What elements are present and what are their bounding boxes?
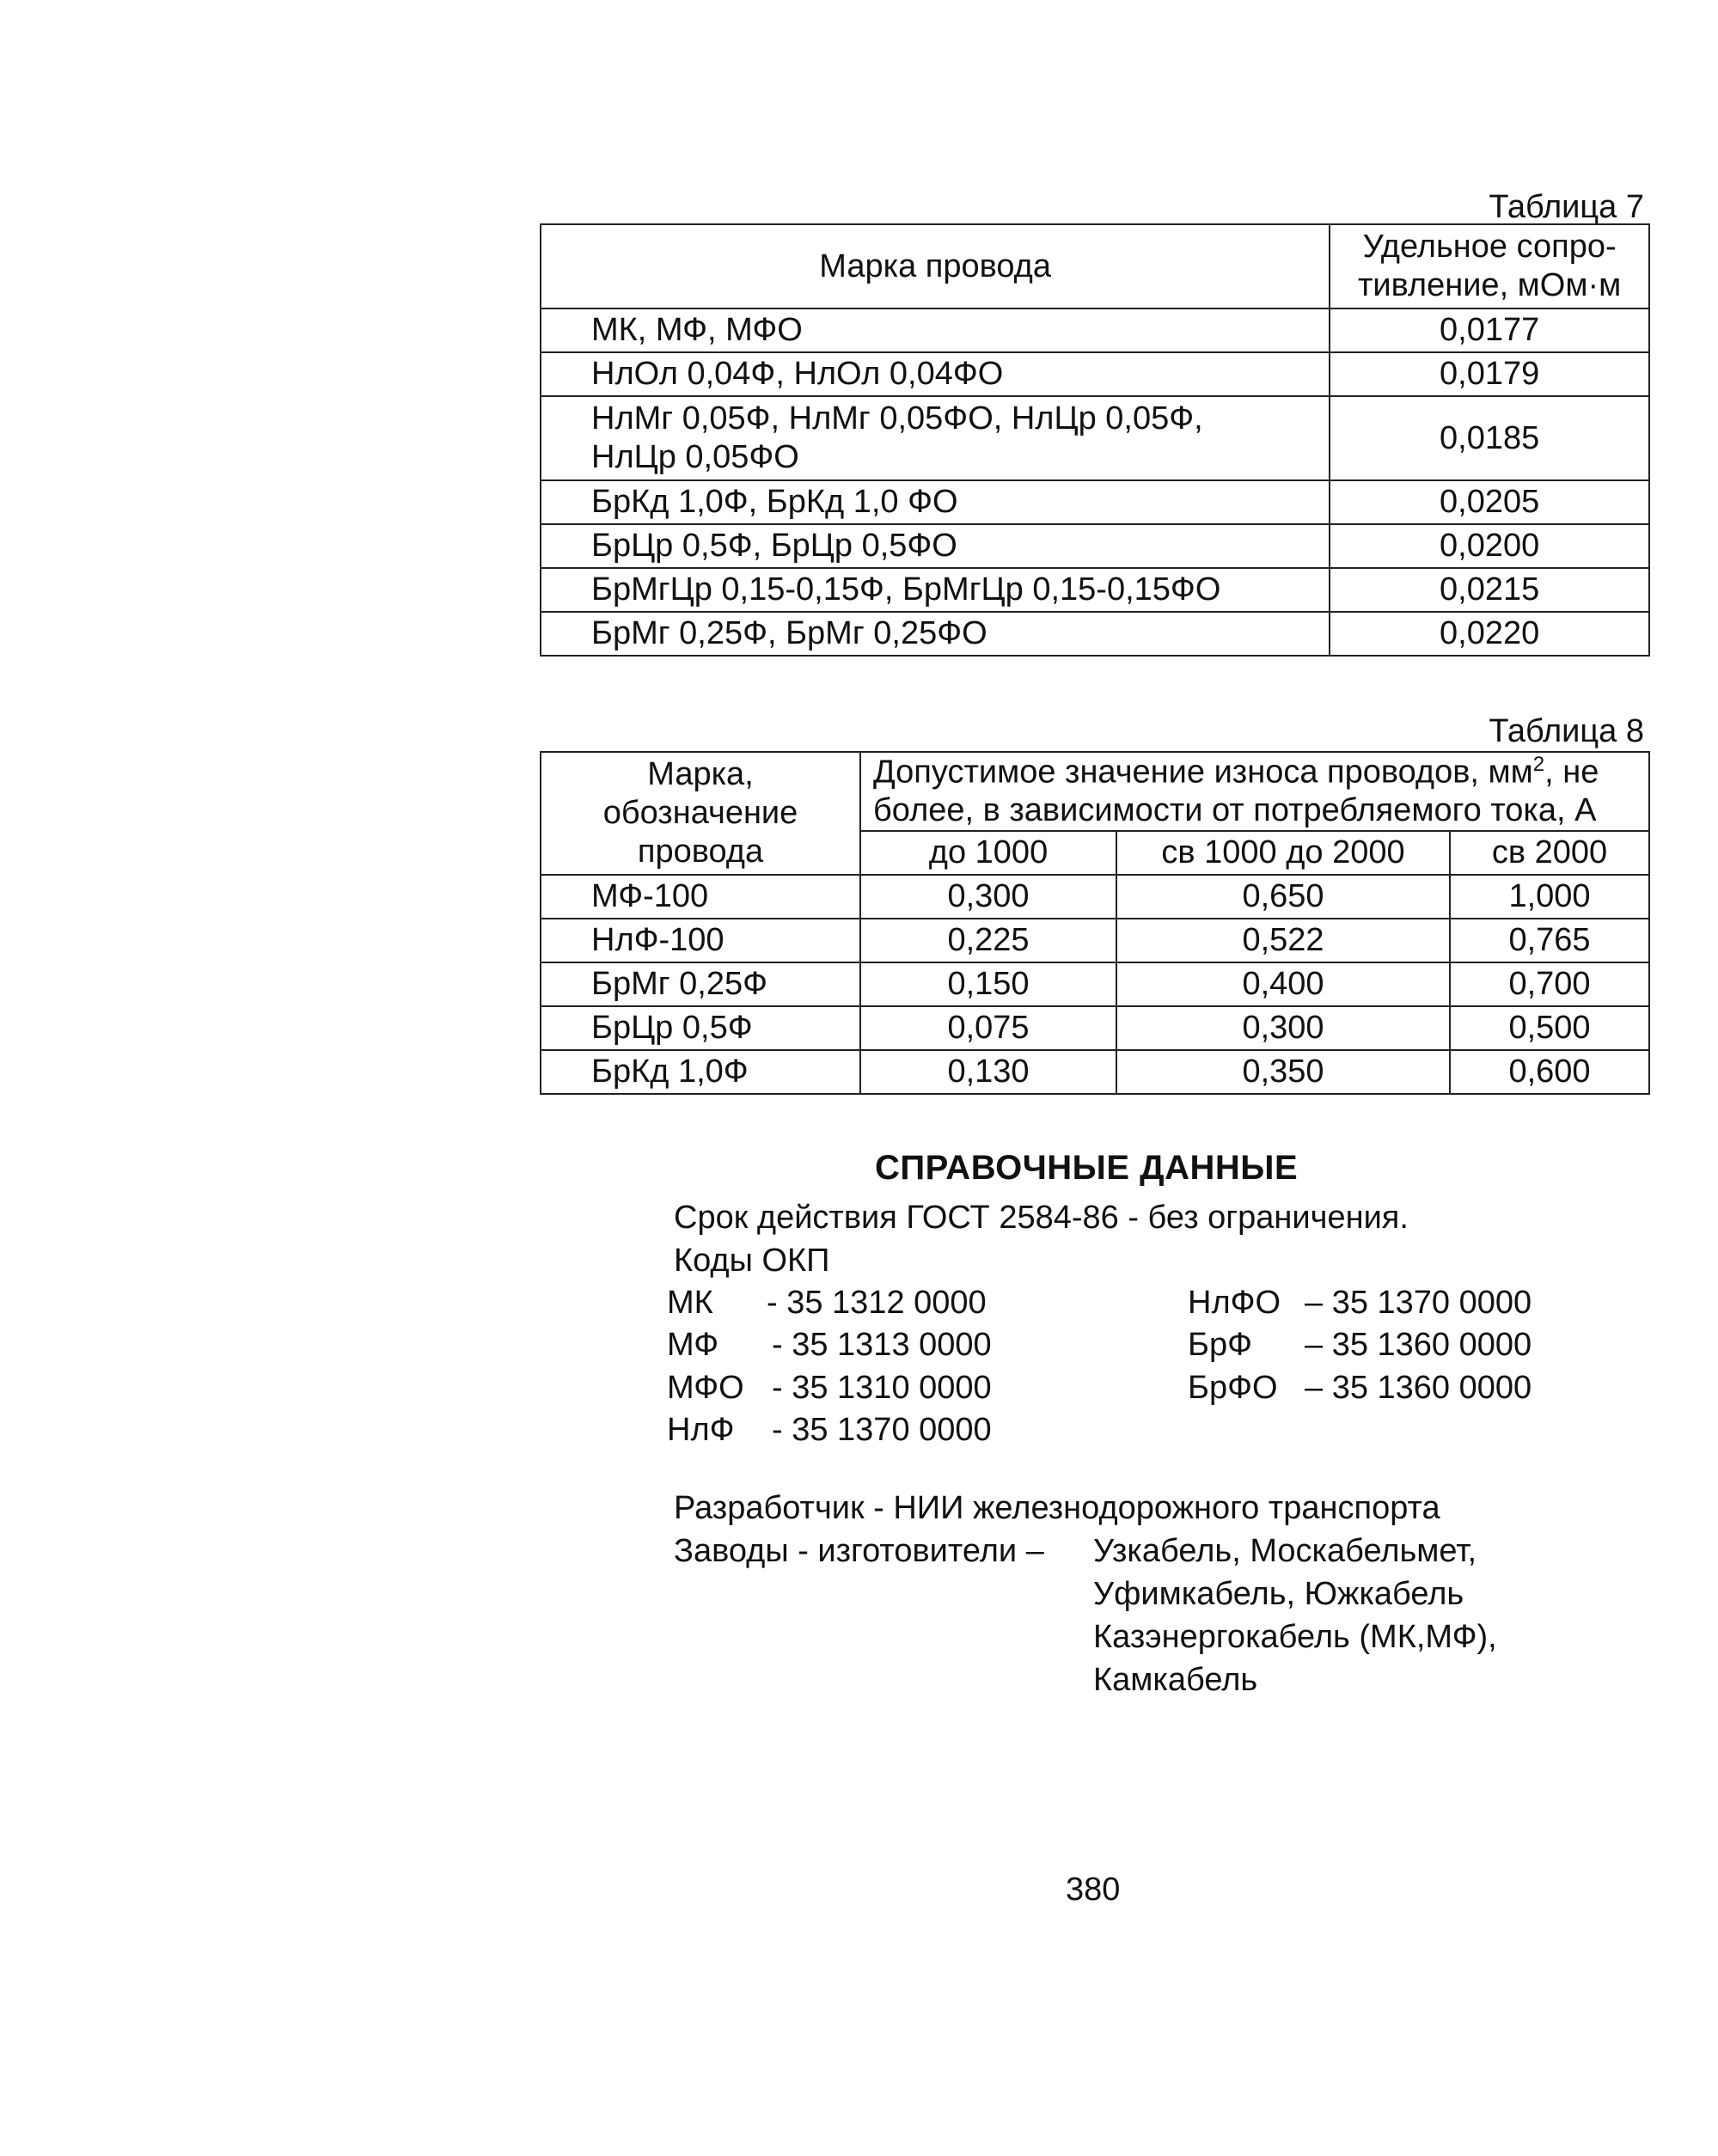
table-7-mark-cell: БрЦр 0,5Ф, БрЦр 0,5ФО bbox=[541, 524, 1330, 568]
table-7-mark-cell: МК, МФ, МФО bbox=[541, 308, 1330, 352]
table-8-value-cell: 0,400 bbox=[1116, 962, 1450, 1006]
okp-code: – 35 1360 0000 bbox=[1305, 1370, 1532, 1406]
table-8 bbox=[540, 751, 1650, 1095]
table-8-subheader-cell: до 1000 bbox=[860, 831, 1116, 875]
okp-mark: БрФО bbox=[1188, 1370, 1278, 1406]
table-8-value-cell: 0,600 bbox=[1450, 1050, 1649, 1094]
table-8-mark-cell: БрКд 1,0Ф bbox=[541, 1050, 860, 1094]
table-7-mark-cell: НлМг 0,05Ф, НлМг 0,05ФО, НлЦр 0,05Ф, НлЦр 0,05ФО bbox=[541, 396, 1330, 480]
table-8-mark-cell: НлФ-100 bbox=[541, 919, 860, 962]
manufacturers-label: Заводы - изготовители – bbox=[674, 1533, 1044, 1569]
table-7-value-cell: 0,0205 bbox=[1330, 480, 1649, 524]
table-8-subheader-cell: св 2000 bbox=[1450, 831, 1649, 875]
table-7 bbox=[540, 223, 1650, 657]
table-row bbox=[541, 396, 1649, 480]
okp-mark: МФ bbox=[667, 1327, 719, 1363]
table-row bbox=[541, 612, 1649, 656]
table-row bbox=[541, 480, 1649, 524]
table-row bbox=[541, 875, 1649, 919]
table-8-subheader-cell: св 1000 до 2000 bbox=[1116, 831, 1450, 875]
manufacturer-line: Камкабель bbox=[1093, 1662, 1258, 1698]
table-8-header-mark: Марка, обозначение провода bbox=[541, 752, 860, 875]
okp-code: - 35 1313 0000 bbox=[772, 1327, 992, 1363]
table-7-value-cell: 0,0185 bbox=[1330, 396, 1649, 480]
table-8-value-cell: 0,075 bbox=[860, 1006, 1116, 1050]
table-8-value-cell: 0,522 bbox=[1116, 919, 1450, 962]
table-7-header-row bbox=[541, 224, 1649, 308]
validity-text: Срок действия ГОСТ 2584-86 - без ограничения. bbox=[674, 1200, 1409, 1236]
table-8-mark-cell: МФ-100 bbox=[541, 875, 860, 919]
table-row bbox=[541, 919, 1649, 962]
table-row bbox=[541, 1006, 1649, 1050]
table-8-value-cell: 0,650 bbox=[1116, 875, 1450, 919]
table-7-mark-cell: БрКд 1,0Ф, БрКд 1,0 ФО bbox=[541, 480, 1330, 524]
reference-title: СПРАВОЧНЫЕ ДАННЫЕ bbox=[875, 1149, 1299, 1187]
developer-text: Разработчик - НИИ железнодорожного транспорта bbox=[674, 1490, 1440, 1526]
okp-code: – 35 1360 0000 bbox=[1305, 1327, 1532, 1363]
okp-mark: МФО bbox=[667, 1370, 744, 1406]
table-8-header-permissible bbox=[860, 752, 1649, 831]
manufacturer-line: Уфимкабель, Южкабель bbox=[1093, 1576, 1464, 1612]
okp-code: - 35 1312 0000 bbox=[767, 1285, 987, 1321]
okp-code: - 35 1310 0000 bbox=[772, 1370, 992, 1406]
okp-code: - 35 1370 0000 bbox=[772, 1412, 992, 1448]
table-row bbox=[541, 568, 1649, 612]
table-7-mark-cell: БрМг 0,25Ф, БрМг 0,25ФО bbox=[541, 612, 1330, 656]
table-8-value-cell: 0,300 bbox=[1116, 1006, 1450, 1050]
table-7-caption: Таблица 7 bbox=[1489, 189, 1644, 225]
table-8-value-cell: 0,130 bbox=[860, 1050, 1116, 1094]
table-row bbox=[541, 308, 1649, 352]
table-8-mark-cell: БрМг 0,25Ф bbox=[541, 962, 860, 1006]
table-7-value-cell: 0,0179 bbox=[1330, 352, 1649, 396]
okp-mark: НлФО bbox=[1188, 1285, 1281, 1321]
okp-mark: МК bbox=[667, 1285, 713, 1321]
table-8-value-cell: 0,500 bbox=[1450, 1006, 1649, 1050]
table-8-header-permissible-sup: 2 bbox=[1532, 753, 1545, 776]
table-8-value-cell: 0,350 bbox=[1116, 1050, 1450, 1094]
table-7-value-cell: 0,0215 bbox=[1330, 568, 1649, 612]
table-7-value-cell: 0,0200 bbox=[1330, 524, 1649, 568]
table-8-header-permissible-text: Допустимое значение износа проводов, мм bbox=[873, 754, 1533, 791]
table-row bbox=[541, 352, 1649, 396]
table-8-value-cell: 0,150 bbox=[860, 962, 1116, 1006]
table-8-value-cell: 0,700 bbox=[1450, 962, 1649, 1006]
table-7-value-cell: 0,0177 bbox=[1330, 308, 1649, 352]
manufacturer-line: Казэнергокабель (МК,МФ), bbox=[1093, 1619, 1497, 1655]
table-7-header-resistance: Удельное сопро-тивление, мОм·м bbox=[1330, 224, 1649, 308]
table-8-value-cell: 0,225 bbox=[860, 919, 1116, 962]
table-8-mark-cell: БрЦр 0,5Ф bbox=[541, 1006, 860, 1050]
table-7-header-mark: Марка провода bbox=[541, 224, 1330, 308]
table-8-caption: Таблица 8 bbox=[1489, 713, 1644, 749]
table-row bbox=[541, 1050, 1649, 1094]
table-8-value-cell: 1,000 bbox=[1450, 875, 1649, 919]
page-number: 380 bbox=[1066, 1872, 1121, 1908]
table-8-value-cell: 0,765 bbox=[1450, 919, 1649, 962]
table-7-mark-cell: НлОл 0,04Ф, НлОл 0,04ФО bbox=[541, 352, 1330, 396]
table-7-value-cell: 0,0220 bbox=[1330, 612, 1649, 656]
table-row bbox=[541, 524, 1649, 568]
okp-mark: БрФ bbox=[1188, 1327, 1252, 1363]
table-8-value-cell: 0,300 bbox=[860, 875, 1116, 919]
okp-code: – 35 1370 0000 bbox=[1305, 1285, 1532, 1321]
manufacturer-line: Узкабель, Москабельмет, bbox=[1093, 1533, 1477, 1569]
table-7-mark-cell: БрМгЦр 0,15-0,15Ф, БрМгЦр 0,15-0,15ФО bbox=[541, 568, 1330, 612]
table-row bbox=[541, 962, 1649, 1006]
okp-title: Коды ОКП bbox=[674, 1243, 830, 1279]
table-8-header-permissible-text-2: , не более, в зависимости от потребляемого тока, А bbox=[873, 754, 1599, 829]
okp-mark: НлФ bbox=[667, 1412, 735, 1448]
